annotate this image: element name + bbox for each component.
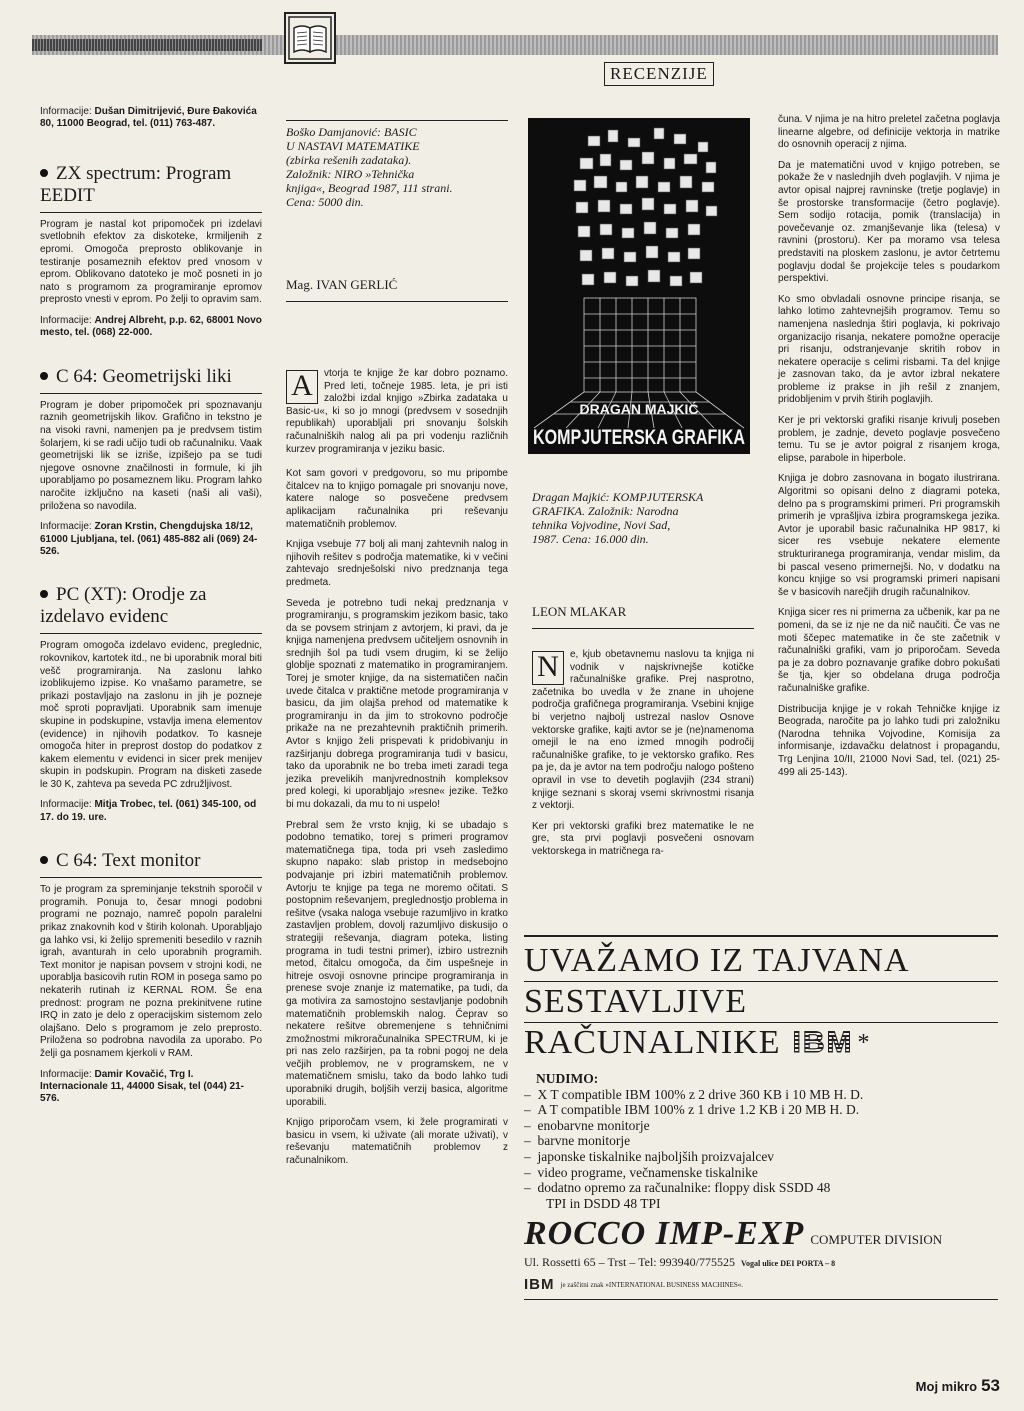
section-title: C 64: Geometrijski liki bbox=[40, 366, 262, 394]
section-text: Program je nastal kot pripomoček pri izdelavi svetlobnih efektov za diskoteke, krmiljenih z epromi. Omogoča preprosto oblikovanje in testiranje posameznih efektov pred vnosom v eprom. Oblikovano datoteko je moč posneti in jo nato s programom za programiranje epromov preprosto vnesti v eprom. Po želji to opravim sam. bbox=[40, 218, 262, 306]
drop-cap: N bbox=[532, 651, 564, 685]
ad-offer bbox=[524, 1071, 998, 1211]
magazine-name: Moj mikro bbox=[915, 1379, 978, 1394]
book-cover-image bbox=[528, 118, 750, 454]
book-info: Dragan Majkić: KOMPJUTERSKA GRAFIKA. Založnik: Narodna tehnika Vojvodine, Novi Sad, 1987. Cena: 16.000 din. bbox=[532, 490, 704, 546]
bullet-icon bbox=[40, 590, 48, 598]
ad-item: – A T compatible IBM 100% z 1 drive 1.2 KB i 20 MB H. D. bbox=[524, 1102, 860, 1118]
info-line: Informacije: Zoran Krstin, Chengdujska 18/12, 61000 Ljubljana, tel. (061) 485-882 ali (069) 24-526. bbox=[40, 521, 258, 557]
section-text: To je program za spreminjanje tekstnih sporočil v programih. Ponuja to, česar mnogi podobni programi ne poznajo, namreč popoln paralelni prikaz znakovnih kod v štirih kolonah. Uporabljajo ga lahko vsi, ki želijo spremeniti besedilo v raznih igrah, avanturah in celo uporabnih programih. Text monitor je napisan povsem v strojni kodi, ne uporablja basicovih rutin ROM in posega samo po nekaterih rutinah iz KERNAL ROM. Še ena prednost: program ne pozna prekinitvene rutine IRQ in zato je delo z operacijskim sistemom zelo olajšano. Delo s programom je zelo preprosto. Priložena so podrobna navodila za uporabo. Po želji ga posnamem kjerkoli v RAM. bbox=[40, 884, 262, 1059]
ad-item: – X T compatible IBM 100% z 2 drive 360 KB i 10 MB H. D. bbox=[524, 1086, 864, 1102]
review-paragraph: Distribucija knjige je v rokah Tehničke knjige iz Beograda, naročite pa jo lahko tudi pri založniku (Narodna tehnika Vojvodine, Komisija za informisanje, izdavačku delatnost i propagandu, Trg Lenjina 10/II, 21000 Novi Sad, tel. (021) 25-499 ali 25-143). bbox=[778, 703, 1000, 778]
bullet-icon bbox=[40, 169, 48, 177]
drop-cap: A bbox=[286, 370, 318, 404]
review-paragraph: čuna. V njima je na hitro preletel začetna poglavja linearne algebre, od definicije vektorja in matrike do osnovnih operacij z njima. bbox=[778, 114, 1000, 151]
ad-offer-label: NUDIMO: bbox=[536, 1071, 599, 1086]
review-paragraph: Knjiga sicer res ni primerna za učbenik, kar pa ne pomeni, da se iz nje ne da nič naučiti. Če vas ne moti ščepec matematike in če ste začetnik v računalniški grafiki, vam jo priporočam. Seveda pa je za dobro poznavanje grafike dobro pokušati še tja, kjer so obdelana druga področja računalniške grafike. bbox=[778, 607, 1000, 694]
ad-item: – video programe, večnamenske tiskalnike bbox=[524, 1164, 758, 1180]
ad-company bbox=[524, 1215, 998, 1253]
advertisement bbox=[524, 935, 998, 1300]
cover-author-text: DRAGAN MAJKIĆ bbox=[579, 401, 699, 417]
company-address: Ul. Rossetti 65 – Trst – Tel: 993940/775525 Vogal ulice DEI PORTA – 8 bbox=[524, 1255, 836, 1270]
info-line: Informacije: Mitja Trobec, tel. (061) 345-100, od 17. do 19. ure. bbox=[40, 799, 257, 823]
info-line: Informacije: Damir Kovačić, Trg I. Internacionale 11, 44000 Sisak, tel (044) 21-576. bbox=[40, 1068, 245, 1105]
review-paragraph: Prebral sem že vrsto knjig, ki se ubadajo s podobno tematiko, torej s primeri programov matematičnega tipa, toda pri vseh zasledimo skupno napako: slab pristop in medsebojno podvajanje pri izbiri matematičnih problemov. Avtorju te knjige pa tega ne moremo očitati. S postopnim reševanjem, preglednostjo problema in rešitve (vsaka naloga vsebuje razumljivo in kratko zastavljen problem, dovolj razumljivo diskusijo o strategiji reševanja, diagram poteka, listing programa in tudi testni primer), izbiro ustreznih metod, čitalcu omogoča, da čim uspešneje in hitreje osvoji osnovne principe programiranja in prenese svoje znanje iz matematike, pa tudi, da ga motivira za samostojno sestavljanje podobnih matematičnih problemskih nalog. Čeprav so nekatere rešitve obremenjene s tehničnimi zmožnostmi mikroračunalnika SPECTRUM, ki je pri nas zelo razširjen, pa ta robni pogoj ne dela večjih problemov, ne v programskem, ne v matematičnem smislu, tako da bodo lahko tudi uporabniki drugih, boljših verzij basica, algoritme uporabili. bbox=[286, 819, 508, 1108]
page-folio bbox=[916, 1376, 1000, 1396]
review-paragraph: Kot sam govori v predgovoru, so mu pripombe čitalcev na to knjigo pomagale pri snovanju nove, katere naloge so posvečene predvsem aplikacijam računalnika pri reševanju matematičnih problemov. bbox=[286, 468, 508, 530]
book-info: Boško Damjanović: BASIC U NASTAVI MATEMATIKE (zbirka rešenih zadataka). Založnik: NIRO »Tehnička knjiga«, Beograd 1987, 111 strani. Cena: 5000 din. bbox=[286, 120, 508, 209]
cover-title-text: KOMPJUTERSKA GRAFIKA bbox=[533, 426, 745, 449]
info-line: Informacije: Andrej Albreht, p.p. 62, 68001 Novo mesto, tel. (068) 22-000. bbox=[40, 314, 262, 339]
section-label: RECENZIJE bbox=[604, 62, 714, 86]
ibm-logo: IBM bbox=[793, 1023, 854, 1063]
trademark-note: IBM je zaščitni znak »INTERNATIONAL BUSINESS MACHINES«. bbox=[524, 1276, 743, 1294]
company-logo: ROCCO IMP-EXP bbox=[524, 1215, 805, 1253]
column-1 bbox=[40, 106, 262, 1116]
review-paragraph: vtorja te knjige že kar dobro poznamo. Pred leti, točneje 1985. leta, je pri isti založbi izdal knjigo »Zbirka zadataka u Basic-u«, ki so jo mnogi (predvsem v sosednjih republikah) uporabljali pri snovanju šolskih računalniških nalog ali pa pri vodenju različnih kurzev programiranja v jeziku basic. bbox=[286, 368, 508, 455]
section-title: C 64: Text monitor bbox=[40, 850, 262, 878]
review-paragraph: Knjiga je dobro zasnovana in bogato ilustrirana. Algoritmi so opisani delno z diagrami poteka, delno pa s programskimi primeri. Pri programskih primerih je vprašljiva izbira programskega jezika. Avtor je uporabil basic računalnika HP 9817, ki sicer res vsebuje nekatere elemente strukturiranega programiranja, vendar mislim, da bi pascal veseno primernejši. No, v dodatku na koncu knjige so vsi programski primeri napisani še v basicovih narečjih drugih računalnikov. bbox=[778, 473, 1000, 598]
review-author: LEON MLAKAR bbox=[532, 604, 754, 629]
section-text: Program je dober pripomoček pri spoznavanju raznih geometrijskih likov. Grafično in tekstno je na visoki ravni, namenjen pa je predvsem tistim šolarjem, ki se radi učijo tudi ob računalniku. Vaak geometrijski lik se izriše, izpišejo pa se tudi njegove osnovne značilnosti in formule, ki jih uporabljamo po posameznem liku. Program lahko naročite izključno na kaseti (naši ali vaši), priložena so navodila. bbox=[40, 399, 262, 512]
ad-item: – japonske tiskalnike najboljših proizvajalcev bbox=[524, 1148, 775, 1164]
column-2 bbox=[286, 120, 508, 1176]
section-title: ZX spectrum: Program EEDIT bbox=[40, 163, 262, 213]
ad-headline-line: SESTAVLJIVE bbox=[524, 982, 998, 1023]
bullet-icon bbox=[40, 372, 48, 380]
ad-item: – dodatno opremo za računalnike: floppy disk SSDD 48 bbox=[524, 1180, 831, 1196]
page-number: 53 bbox=[981, 1376, 1000, 1395]
bullet-icon bbox=[40, 856, 48, 864]
review-paragraph: Ko smo obvladali osnovne principe risanja, se lahko lotimo zahtevnejših programov. Temu so namenjena naslednja štiri poglavja, ki pokrivajo organizacijo risanja, nekatere pomožne operacije pri risanju, odstranjevanje skritih robov in nekatere operacije s celimi risbami. Tа del knjige je zasnovan tako, da je avtor izbral nekatere probleme iz prakse in jih rešil z znanjem, pridobljenim v prvih štirih poglavjih. bbox=[778, 293, 1000, 406]
review-author: Mag. IVAN GERLIĆ bbox=[286, 277, 508, 302]
review-paragraph: e, kjub obetavnemu naslovu ta knjiga ni vodnik v najskrivnejše kotičke računalniške grafike. Prej nasprotno, začetnika bo uvedla v že znane in uhojene področja grafičnega programiranja. Vsebini knjige bi verjetno najbolj ustrezal naslov Osnove vektorske grafike, kajti avtor se je (ne)namenoma omejil le na eno izmed mnogih področij računalniške grafike, to je vektorsko grafiko. Res pa je, da je avtor na tem področju nalogo pošteno opravil in vse to devetih poglavjih (234 strani) knjige seznani s skoraj vsemi skrivnostmi risanja z vektorji. bbox=[532, 649, 754, 812]
ad-item: – barvne monitorje bbox=[524, 1133, 631, 1149]
header-bar bbox=[32, 35, 998, 55]
column-3 bbox=[532, 490, 754, 867]
review-paragraph: Ker je pri vektorski grafiki risanje krivulj poseben problem, je zadnje, deveto poglavje posvečeno temu. Tu se je avtor poigral z risanjem kroga, elipse, parabole in hiperbole. bbox=[778, 415, 1000, 464]
info-line: Informacije: Dušan Dimitrijević, Đure Đakovića 80, 11000 Beograd, tel. (011) 763-487. bbox=[40, 106, 257, 130]
review-paragraph: Knjiga vsebuje 77 bolj ali manj zahtevnih nalog in njihovih rešitev s področja matematike, ki v večini zahtevajo srednješolski nivo predznanja tega predmeta. bbox=[286, 539, 508, 588]
ad-item: – enobarvne monitorje bbox=[524, 1117, 650, 1133]
ad-item: TPI in DSDD 48 TPI bbox=[546, 1195, 661, 1211]
ad-headline-line: RAČUNALNIKE IBM * bbox=[524, 1024, 871, 1061]
review-paragraph: Knjigo priporočam vsem, ki želе programirati v basicu in vsem, ki uživate (ali morate uživati), v reševanju matematičnih problemov z računalnikom. bbox=[286, 1117, 508, 1167]
section-text: Program omogoča izdelavo evidenc, preglednic, rokovnikov, kartotek itd., ne bi uporabnik moral biti vešč programiranja. Na zaslonu lahko izoblikujemo izpise. Ko vnašamo parametre, se prikazi postavljajo na zaslonu in jih je pozneje moč sproti popravljati. Uporabnik sam imenuje skupine in podskupine, vstavlja imena elementov (evidence) in njihovih podatkov. To kasneje omogoča hiter in preprost dostop do podatkov z kakem elementu v evidenci in sicer prek menijev skupin in podskupin. Program na disketi zasede le 30 K, zahteva pa seveda PC združljivost. bbox=[40, 640, 262, 790]
review-paragraph: Ker pri vektorski grafiki brez matematike le ne gre, sta prvi poglavji posvečeni osnovam vektorskega in matričnega ra- bbox=[532, 820, 754, 857]
company-division: COMPUTER DIVISION bbox=[810, 1232, 943, 1248]
ibm-logo-small: IBM bbox=[524, 1276, 555, 1294]
review-paragraph: Da je matematični uvod v knjigo potreben, se pokaže že v naslednjih dveh poglavjih. V njima je avtor opisal najprej ravninske (tretje poglavje) in še prostorske transformacije (četro poglavje). Sem sodijo rotacija, pomik (translacija) in povečevanje oz. zmanjševanje lika (telesa) v ravnini (prostoru). Ker pa moramo vsa telesa predstaviti na ploskem zaslonu, je avtor četrtemu poglavju dodal še projekcije teles s poudarkom perspektivi. bbox=[778, 159, 1000, 285]
section-title: PC (XT): Orodje za izdelavo evidenc bbox=[40, 584, 262, 634]
book-icon bbox=[284, 12, 336, 64]
review-paragraph: Seveda je potrebno tudi nekaj predznanja v programiranju, s programskim jezikom basic, tako da se povsem strinjam z avtorjem, ki pravi, da je knjiga namenjena predvsem učiteljem osnovnih in srednjih šol pa tudi vsem drugim, ki se želijo globlje spoznati z matematiko in programiranjem. Toreј je smoter knjige, da na sistematičen način uvede čitalca v praktične metode programiranja v basicu, da jim olajša prehod od matematike k programiranju in da jim to strokovno področje prikaže na ne prezahtevnih praktičnih primerih. Avtor s knjigo želi prispevati k pridobivanju in razširjanju dobrega programiranja tudi v basicu, tako da uporabnik ne bo trebа imeti zaradi tega jezika prevelikih manjvrednostnih kompleksov pred kolegi, ki uporabljajo »resne« jezike. Težko bi mu dokazali, da mu to ni uspelo! bbox=[286, 597, 508, 810]
column-4 bbox=[778, 114, 1000, 787]
ad-headline-line: UVAŽAMO IZ TAJVANA bbox=[524, 941, 998, 982]
